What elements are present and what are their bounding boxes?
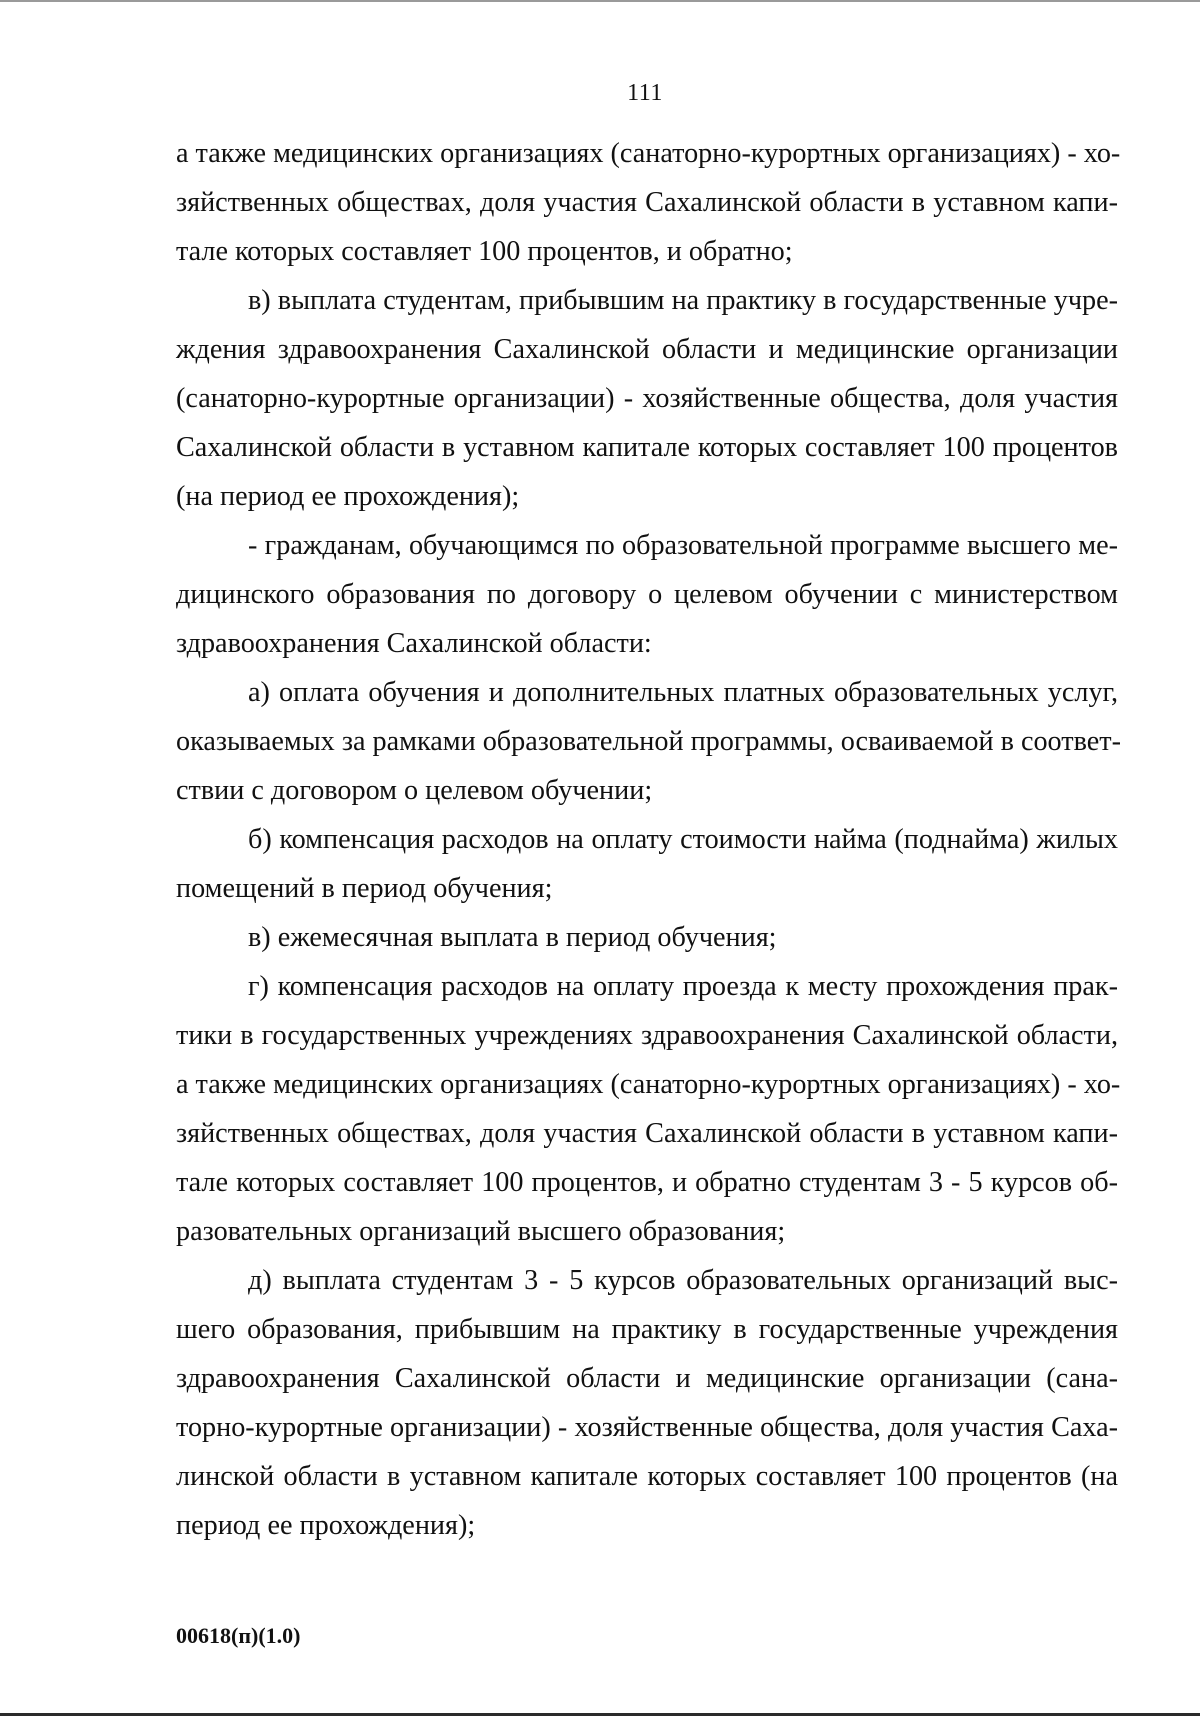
paragraph <box>176 521 1118 668</box>
text-line: ждения здравоохранения Сахалинской области и медицинские организации <box>176 334 1118 365</box>
text-line: Сахалинской области в уставном капитале которых составляет 100 процентов <box>176 432 1118 463</box>
paragraph <box>176 815 1118 913</box>
text-line: торно-курортные организации) - хозяйственные общества, доля участия Саха- <box>176 1412 1118 1443</box>
text-line: дицинского образования по договору о целевом обучении с министерством <box>176 579 1118 610</box>
text-line: г) компенсация расходов на оплату проезда к месту прохождения прак- <box>248 971 1118 1002</box>
text-line: зяйственных обществах, доля участия Сахалинской области в уставном капи- <box>176 1118 1118 1149</box>
paragraph <box>176 276 1118 521</box>
paragraph <box>176 668 1121 815</box>
text-line: д) выплата студентам 3 - 5 курсов образовательных организаций выс- <box>248 1265 1118 1296</box>
paragraph <box>176 913 1118 962</box>
text-line: шего образования, прибывшим на практику в государственные учреждения <box>176 1314 1118 1345</box>
text-line: а также медицинских организациях (санаторно-курортных организациях) - хо- <box>176 1069 1121 1100</box>
paragraph <box>176 129 1121 276</box>
text-line: а также медицинских организациях (санаторно-курортных организациях) - хо- <box>176 138 1121 169</box>
text-line: в) выплата студентам, прибывшим на практику в государственные учре- <box>248 285 1118 316</box>
text-line: тики в государственных учреждениях здравоохранения Сахалинской области, <box>176 1020 1118 1051</box>
text-line: здравоохранения Сахалинской области: <box>176 628 652 659</box>
page-number: 111 <box>627 80 663 106</box>
document-body <box>176 129 1121 1550</box>
text-line: (на период ее прохождения); <box>176 481 520 512</box>
text-line: здравоохранения Сахалинской области и медицинские организации (сана- <box>176 1363 1118 1394</box>
text-line: в) ежемесячная выплата в период обучения; <box>248 922 777 953</box>
text-line: а) оплата обучения и дополнительных платных образовательных услуг, <box>248 677 1118 708</box>
paragraph <box>176 1256 1118 1550</box>
document-code: 00618(п)(1.0) <box>176 1623 301 1648</box>
top-page-edge <box>0 0 1200 2</box>
text-line: период ее прохождения); <box>176 1510 476 1541</box>
text-line: (санаторно-курортные организации) - хозяйственные общества, доля участия <box>176 383 1118 414</box>
text-line: разовательных организаций высшего образования; <box>176 1216 786 1247</box>
text-line: помещений в период обучения; <box>176 873 553 904</box>
text-line: б) компенсация расходов на оплату стоимости найма (поднайма) жилых <box>248 824 1118 855</box>
text-line: оказываемых за рамками образовательной программы, осваиваемой в соответ- <box>176 726 1121 757</box>
text-line: - гражданам, обучающимся по образовательной программе высшего ме- <box>248 530 1118 561</box>
text-line: тале которых составляет 100 процентов, и обратно; <box>176 236 793 267</box>
text-line: линской области в уставном капитале которых составляет 100 процентов (на <box>176 1461 1118 1492</box>
text-line: зяйственных обществах, доля участия Сахалинской области в уставном капи- <box>176 187 1118 218</box>
text-line: тале которых составляет 100 процентов, и обратно студентам 3 - 5 курсов об- <box>176 1167 1118 1198</box>
text-line: ствии с договором о целевом обучении; <box>176 775 653 806</box>
paragraph <box>176 962 1121 1256</box>
